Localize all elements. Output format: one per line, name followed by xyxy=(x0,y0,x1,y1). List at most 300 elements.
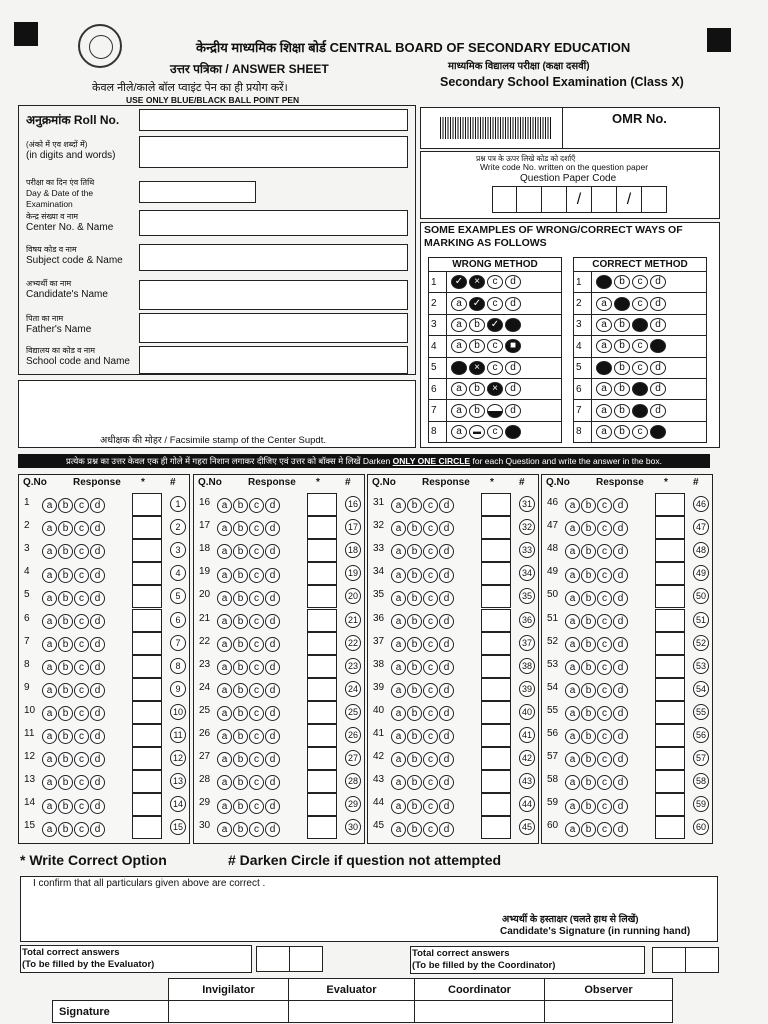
option-bubble-d[interactable]: d xyxy=(90,568,105,583)
option-bubble-a[interactable]: a xyxy=(217,822,232,837)
option-bubble-c[interactable]: c xyxy=(74,637,89,652)
option-bubble-c[interactable]: c xyxy=(423,498,438,513)
option-bubble-d[interactable]: d xyxy=(90,498,105,513)
option-bubble-a[interactable]: a xyxy=(391,498,406,513)
option-bubble-d[interactable]: d xyxy=(90,729,105,744)
write-answer-box[interactable] xyxy=(655,655,685,678)
not-attempted-circle[interactable]: 58 xyxy=(693,773,709,789)
option-bubble-c[interactable]: c xyxy=(74,521,89,536)
option-bubble-d[interactable]: d xyxy=(439,614,454,629)
option-bubble-c[interactable]: c xyxy=(249,799,264,814)
option-bubble-d[interactable]: d xyxy=(613,660,628,675)
option-bubble-d[interactable]: d xyxy=(90,799,105,814)
not-attempted-circle[interactable]: 13 xyxy=(170,773,186,789)
exam-date-field[interactable] xyxy=(139,181,256,203)
option-bubble-a[interactable]: a xyxy=(565,614,580,629)
option-bubble-c[interactable]: c xyxy=(74,683,89,698)
candidate-name-field[interactable] xyxy=(139,280,408,310)
not-attempted-circle[interactable]: 48 xyxy=(693,542,709,558)
not-attempted-circle[interactable]: 35 xyxy=(519,588,535,604)
option-bubble-a[interactable]: a xyxy=(391,637,406,652)
option-bubble-c[interactable]: c xyxy=(597,591,612,606)
option-bubble-b[interactable]: b xyxy=(581,591,596,606)
option-bubble-d[interactable]: d xyxy=(613,729,628,744)
option-bubble-b[interactable]: b xyxy=(58,706,73,721)
option-bubble-b[interactable]: b xyxy=(233,729,248,744)
option-bubble-c[interactable]: c xyxy=(74,822,89,837)
option-bubble-a[interactable]: a xyxy=(391,729,406,744)
option-bubble-c[interactable]: c xyxy=(249,568,264,583)
option-bubble-d[interactable]: d xyxy=(439,822,454,837)
code-cell[interactable] xyxy=(517,186,542,213)
write-answer-box[interactable] xyxy=(655,562,685,585)
not-attempted-circle[interactable]: 16 xyxy=(345,496,361,512)
option-bubble-c[interactable]: c xyxy=(597,544,612,559)
option-bubble-a[interactable]: a xyxy=(391,706,406,721)
option-bubble-d[interactable]: d xyxy=(439,544,454,559)
not-attempted-circle[interactable]: 10 xyxy=(170,704,186,720)
option-bubble-b[interactable]: b xyxy=(581,822,596,837)
write-answer-box[interactable] xyxy=(132,770,162,793)
option-bubble-a[interactable]: a xyxy=(217,752,232,767)
option-bubble-a[interactable]: a xyxy=(565,591,580,606)
not-attempted-circle[interactable]: 41 xyxy=(519,727,535,743)
not-attempted-circle[interactable]: 50 xyxy=(693,588,709,604)
not-attempted-circle[interactable]: 7 xyxy=(170,635,186,651)
option-bubble-c[interactable]: c xyxy=(249,614,264,629)
coordinator-total-cell[interactable] xyxy=(685,947,719,973)
option-bubble-a[interactable]: a xyxy=(391,822,406,837)
option-bubble-a[interactable]: a xyxy=(391,614,406,629)
write-answer-box[interactable] xyxy=(481,632,511,655)
write-answer-box[interactable] xyxy=(655,632,685,655)
not-attempted-circle[interactable]: 20 xyxy=(345,588,361,604)
option-bubble-a[interactable]: a xyxy=(391,591,406,606)
option-bubble-d[interactable]: d xyxy=(613,637,628,652)
option-bubble-b[interactable]: b xyxy=(233,822,248,837)
option-bubble-b[interactable]: b xyxy=(407,521,422,536)
option-bubble-d[interactable]: d xyxy=(613,775,628,790)
option-bubble-a[interactable]: a xyxy=(391,660,406,675)
code-cells[interactable] xyxy=(492,186,667,213)
write-answer-box[interactable] xyxy=(307,816,337,839)
not-attempted-circle[interactable]: 44 xyxy=(519,796,535,812)
option-bubble-c[interactable]: c xyxy=(74,799,89,814)
option-bubble-b[interactable]: b xyxy=(233,544,248,559)
write-answer-box[interactable] xyxy=(307,609,337,632)
not-attempted-circle[interactable]: 38 xyxy=(519,658,535,674)
option-bubble-c[interactable]: c xyxy=(74,498,89,513)
write-answer-box[interactable] xyxy=(655,493,685,516)
write-answer-box[interactable] xyxy=(481,724,511,747)
option-bubble-d[interactable]: d xyxy=(613,683,628,698)
school-field[interactable] xyxy=(139,346,408,374)
option-bubble-d[interactable]: d xyxy=(439,683,454,698)
option-bubble-b[interactable]: b xyxy=(581,799,596,814)
write-answer-box[interactable] xyxy=(481,562,511,585)
not-attempted-circle[interactable]: 3 xyxy=(170,542,186,558)
option-bubble-b[interactable]: b xyxy=(407,706,422,721)
option-bubble-d[interactable]: d xyxy=(439,498,454,513)
not-attempted-circle[interactable]: 57 xyxy=(693,750,709,766)
option-bubble-b[interactable]: b xyxy=(58,775,73,790)
write-answer-box[interactable] xyxy=(307,747,337,770)
option-bubble-a[interactable]: a xyxy=(42,614,57,629)
write-answer-box[interactable] xyxy=(481,655,511,678)
option-bubble-a[interactable]: a xyxy=(217,683,232,698)
option-bubble-a[interactable]: a xyxy=(42,799,57,814)
write-answer-box[interactable] xyxy=(132,516,162,539)
not-attempted-circle[interactable]: 19 xyxy=(345,565,361,581)
option-bubble-d[interactable]: d xyxy=(265,775,280,790)
option-bubble-d[interactable]: d xyxy=(265,591,280,606)
subject-field[interactable] xyxy=(139,244,408,271)
not-attempted-circle[interactable]: 47 xyxy=(693,519,709,535)
option-bubble-b[interactable]: b xyxy=(581,775,596,790)
option-bubble-d[interactable]: d xyxy=(90,660,105,675)
option-bubble-d[interactable]: d xyxy=(613,822,628,837)
option-bubble-d[interactable]: d xyxy=(90,521,105,536)
not-attempted-circle[interactable]: 22 xyxy=(345,635,361,651)
option-bubble-c[interactable]: c xyxy=(74,544,89,559)
option-bubble-a[interactable]: a xyxy=(42,660,57,675)
option-bubble-c[interactable]: c xyxy=(423,660,438,675)
write-answer-box[interactable] xyxy=(132,793,162,816)
option-bubble-d[interactable]: d xyxy=(90,544,105,559)
option-bubble-a[interactable]: a xyxy=(217,706,232,721)
option-bubble-d[interactable]: d xyxy=(90,614,105,629)
write-answer-box[interactable] xyxy=(655,770,685,793)
option-bubble-c[interactable]: c xyxy=(423,568,438,583)
option-bubble-c[interactable]: c xyxy=(597,614,612,629)
code-cell[interactable] xyxy=(642,186,667,213)
option-bubble-b[interactable]: b xyxy=(58,591,73,606)
option-bubble-d[interactable]: d xyxy=(613,706,628,721)
option-bubble-a[interactable]: a xyxy=(565,752,580,767)
option-bubble-d[interactable]: d xyxy=(90,683,105,698)
not-attempted-circle[interactable]: 14 xyxy=(170,796,186,812)
father-name-field[interactable] xyxy=(139,313,408,343)
option-bubble-b[interactable]: b xyxy=(581,752,596,767)
option-bubble-a[interactable]: a xyxy=(565,568,580,583)
not-attempted-circle[interactable]: 8 xyxy=(170,658,186,674)
write-answer-box[interactable] xyxy=(655,724,685,747)
write-answer-box[interactable] xyxy=(307,516,337,539)
option-bubble-b[interactable]: b xyxy=(58,568,73,583)
write-answer-box[interactable] xyxy=(655,678,685,701)
observer-signature-cell[interactable] xyxy=(545,1001,673,1023)
option-bubble-b[interactable]: b xyxy=(58,752,73,767)
option-bubble-a[interactable]: a xyxy=(42,822,57,837)
write-answer-box[interactable] xyxy=(481,539,511,562)
option-bubble-c[interactable]: c xyxy=(597,706,612,721)
option-bubble-d[interactable]: d xyxy=(265,822,280,837)
option-bubble-b[interactable]: b xyxy=(407,775,422,790)
option-bubble-b[interactable]: b xyxy=(581,683,596,698)
option-bubble-d[interactable]: d xyxy=(613,544,628,559)
write-answer-box[interactable] xyxy=(481,516,511,539)
option-bubble-d[interactable]: d xyxy=(613,521,628,536)
not-attempted-circle[interactable]: 31 xyxy=(519,496,535,512)
write-answer-box[interactable] xyxy=(481,793,511,816)
option-bubble-a[interactable]: a xyxy=(565,799,580,814)
option-bubble-b[interactable]: b xyxy=(407,660,422,675)
evaluator-total-cell[interactable] xyxy=(256,946,290,972)
option-bubble-c[interactable]: c xyxy=(597,799,612,814)
write-answer-box[interactable] xyxy=(307,585,337,608)
option-bubble-b[interactable]: b xyxy=(581,614,596,629)
option-bubble-c[interactable]: c xyxy=(423,614,438,629)
option-bubble-a[interactable]: a xyxy=(42,706,57,721)
not-attempted-circle[interactable]: 4 xyxy=(170,565,186,581)
option-bubble-c[interactable]: c xyxy=(597,568,612,583)
option-bubble-a[interactable]: a xyxy=(565,706,580,721)
not-attempted-circle[interactable]: 23 xyxy=(345,658,361,674)
option-bubble-d[interactable]: d xyxy=(439,799,454,814)
option-bubble-d[interactable]: d xyxy=(439,706,454,721)
write-answer-box[interactable] xyxy=(481,701,511,724)
option-bubble-a[interactable]: a xyxy=(217,498,232,513)
option-bubble-b[interactable]: b xyxy=(58,498,73,513)
option-bubble-d[interactable]: d xyxy=(439,637,454,652)
invigilator-signature-cell[interactable] xyxy=(169,1001,289,1023)
option-bubble-c[interactable]: c xyxy=(249,660,264,675)
option-bubble-c[interactable]: c xyxy=(249,822,264,837)
option-bubble-c[interactable]: c xyxy=(597,683,612,698)
option-bubble-c[interactable]: c xyxy=(423,544,438,559)
option-bubble-b[interactable]: b xyxy=(233,706,248,721)
not-attempted-circle[interactable]: 46 xyxy=(693,496,709,512)
option-bubble-b[interactable]: b xyxy=(233,752,248,767)
option-bubble-a[interactable]: a xyxy=(217,544,232,559)
option-bubble-c[interactable]: c xyxy=(423,706,438,721)
not-attempted-circle[interactable]: 51 xyxy=(693,612,709,628)
option-bubble-d[interactable]: d xyxy=(439,729,454,744)
option-bubble-b[interactable]: b xyxy=(58,521,73,536)
option-bubble-b[interactable]: b xyxy=(233,614,248,629)
coordinator-signature-cell[interactable] xyxy=(415,1001,545,1023)
option-bubble-d[interactable]: d xyxy=(90,637,105,652)
write-answer-box[interactable] xyxy=(481,609,511,632)
option-bubble-b[interactable]: b xyxy=(233,799,248,814)
write-answer-box[interactable] xyxy=(132,562,162,585)
option-bubble-a[interactable]: a xyxy=(217,568,232,583)
not-attempted-circle[interactable]: 26 xyxy=(345,727,361,743)
not-attempted-circle[interactable]: 30 xyxy=(345,819,361,835)
write-answer-box[interactable] xyxy=(481,816,511,839)
option-bubble-a[interactable]: a xyxy=(565,498,580,513)
option-bubble-a[interactable]: a xyxy=(391,752,406,767)
option-bubble-a[interactable]: a xyxy=(391,775,406,790)
not-attempted-circle[interactable]: 21 xyxy=(345,612,361,628)
option-bubble-b[interactable]: b xyxy=(58,660,73,675)
option-bubble-c[interactable]: c xyxy=(74,729,89,744)
write-answer-box[interactable] xyxy=(132,678,162,701)
write-answer-box[interactable] xyxy=(481,747,511,770)
option-bubble-a[interactable]: a xyxy=(565,822,580,837)
write-answer-box[interactable] xyxy=(132,539,162,562)
option-bubble-b[interactable]: b xyxy=(233,568,248,583)
not-attempted-circle[interactable]: 42 xyxy=(519,750,535,766)
write-answer-box[interactable] xyxy=(481,770,511,793)
option-bubble-d[interactable]: d xyxy=(439,660,454,675)
option-bubble-b[interactable]: b xyxy=(407,568,422,583)
option-bubble-b[interactable]: b xyxy=(58,544,73,559)
option-bubble-b[interactable]: b xyxy=(407,591,422,606)
option-bubble-b[interactable]: b xyxy=(58,822,73,837)
option-bubble-a[interactable]: a xyxy=(565,775,580,790)
option-bubble-c[interactable]: c xyxy=(249,706,264,721)
option-bubble-c[interactable]: c xyxy=(249,521,264,536)
coordinator-total-cell[interactable] xyxy=(652,947,686,973)
option-bubble-d[interactable]: d xyxy=(265,706,280,721)
write-answer-box[interactable] xyxy=(481,678,511,701)
option-bubble-a[interactable]: a xyxy=(217,660,232,675)
option-bubble-d[interactable]: d xyxy=(613,752,628,767)
not-attempted-circle[interactable]: 55 xyxy=(693,704,709,720)
option-bubble-c[interactable]: c xyxy=(249,591,264,606)
not-attempted-circle[interactable]: 54 xyxy=(693,681,709,697)
not-attempted-circle[interactable]: 56 xyxy=(693,727,709,743)
not-attempted-circle[interactable]: 5 xyxy=(170,588,186,604)
write-answer-box[interactable] xyxy=(307,793,337,816)
option-bubble-a[interactable]: a xyxy=(217,637,232,652)
option-bubble-c[interactable]: c xyxy=(597,729,612,744)
not-attempted-circle[interactable]: 27 xyxy=(345,750,361,766)
option-bubble-d[interactable]: d xyxy=(265,752,280,767)
write-answer-box[interactable] xyxy=(132,493,162,516)
option-bubble-d[interactable]: d xyxy=(439,521,454,536)
option-bubble-a[interactable]: a xyxy=(565,521,580,536)
option-bubble-c[interactable]: c xyxy=(249,683,264,698)
not-attempted-circle[interactable]: 45 xyxy=(519,819,535,835)
not-attempted-circle[interactable]: 52 xyxy=(693,635,709,651)
option-bubble-b[interactable]: b xyxy=(407,729,422,744)
write-answer-box[interactable] xyxy=(655,516,685,539)
not-attempted-circle[interactable]: 6 xyxy=(170,612,186,628)
not-attempted-circle[interactable]: 1 xyxy=(170,496,186,512)
option-bubble-c[interactable]: c xyxy=(74,660,89,675)
evaluator-signature-cell[interactable] xyxy=(289,1001,415,1023)
not-attempted-circle[interactable]: 33 xyxy=(519,542,535,558)
option-bubble-b[interactable]: b xyxy=(407,683,422,698)
option-bubble-d[interactable]: d xyxy=(613,614,628,629)
write-answer-box[interactable] xyxy=(307,562,337,585)
option-bubble-d[interactable]: d xyxy=(439,775,454,790)
write-answer-box[interactable] xyxy=(132,585,162,608)
option-bubble-d[interactable]: d xyxy=(265,683,280,698)
option-bubble-c[interactable]: c xyxy=(597,775,612,790)
roll-no-field[interactable] xyxy=(139,109,408,131)
option-bubble-c[interactable]: c xyxy=(423,683,438,698)
option-bubble-b[interactable]: b xyxy=(581,637,596,652)
option-bubble-a[interactable]: a xyxy=(565,660,580,675)
option-bubble-b[interactable]: b xyxy=(407,799,422,814)
option-bubble-b[interactable]: b xyxy=(58,729,73,744)
not-attempted-circle[interactable]: 29 xyxy=(345,796,361,812)
option-bubble-d[interactable]: d xyxy=(265,660,280,675)
option-bubble-d[interactable]: d xyxy=(265,544,280,559)
write-answer-box[interactable] xyxy=(481,493,511,516)
option-bubble-d[interactable]: d xyxy=(90,752,105,767)
write-answer-box[interactable] xyxy=(307,493,337,516)
option-bubble-a[interactable]: a xyxy=(391,683,406,698)
option-bubble-d[interactable]: d xyxy=(265,568,280,583)
write-answer-box[interactable] xyxy=(655,816,685,839)
write-answer-box[interactable] xyxy=(307,632,337,655)
not-attempted-circle[interactable]: 60 xyxy=(693,819,709,835)
option-bubble-b[interactable]: b xyxy=(581,568,596,583)
evaluator-total-cell[interactable] xyxy=(289,946,323,972)
option-bubble-b[interactable]: b xyxy=(407,637,422,652)
option-bubble-b[interactable]: b xyxy=(581,498,596,513)
not-attempted-circle[interactable]: 36 xyxy=(519,612,535,628)
option-bubble-b[interactable]: b xyxy=(233,775,248,790)
not-attempted-circle[interactable]: 24 xyxy=(345,681,361,697)
option-bubble-d[interactable]: d xyxy=(265,614,280,629)
option-bubble-c[interactable]: c xyxy=(249,637,264,652)
option-bubble-b[interactable]: b xyxy=(407,498,422,513)
option-bubble-b[interactable]: b xyxy=(407,752,422,767)
option-bubble-c[interactable]: c xyxy=(423,521,438,536)
option-bubble-a[interactable]: a xyxy=(42,521,57,536)
not-attempted-circle[interactable]: 49 xyxy=(693,565,709,581)
option-bubble-c[interactable]: c xyxy=(597,498,612,513)
option-bubble-b[interactable]: b xyxy=(581,544,596,559)
option-bubble-d[interactable]: d xyxy=(90,775,105,790)
write-answer-box[interactable] xyxy=(132,632,162,655)
write-answer-box[interactable] xyxy=(132,724,162,747)
option-bubble-d[interactable]: d xyxy=(613,799,628,814)
not-attempted-circle[interactable]: 39 xyxy=(519,681,535,697)
option-bubble-d[interactable]: d xyxy=(90,706,105,721)
option-bubble-b[interactable]: b xyxy=(58,799,73,814)
option-bubble-a[interactable]: a xyxy=(565,544,580,559)
code-cell[interactable] xyxy=(492,186,517,213)
option-bubble-a[interactable]: a xyxy=(565,683,580,698)
write-answer-box[interactable] xyxy=(655,793,685,816)
option-bubble-a[interactable]: a xyxy=(217,521,232,536)
option-bubble-d[interactable]: d xyxy=(265,637,280,652)
not-attempted-circle[interactable]: 43 xyxy=(519,773,535,789)
write-answer-box[interactable] xyxy=(132,655,162,678)
center-field[interactable] xyxy=(139,210,408,236)
not-attempted-circle[interactable]: 32 xyxy=(519,519,535,535)
option-bubble-a[interactable]: a xyxy=(217,729,232,744)
option-bubble-d[interactable]: d xyxy=(265,498,280,513)
option-bubble-c[interactable]: c xyxy=(74,775,89,790)
option-bubble-a[interactable]: a xyxy=(391,568,406,583)
option-bubble-b[interactable]: b xyxy=(581,660,596,675)
option-bubble-a[interactable]: a xyxy=(391,799,406,814)
not-attempted-circle[interactable]: 59 xyxy=(693,796,709,812)
option-bubble-a[interactable]: a xyxy=(217,799,232,814)
option-bubble-b[interactable]: b xyxy=(233,591,248,606)
option-bubble-b[interactable]: b xyxy=(58,614,73,629)
option-bubble-c[interactable]: c xyxy=(423,775,438,790)
option-bubble-d[interactable]: d xyxy=(265,729,280,744)
code-cell[interactable] xyxy=(592,186,617,213)
not-attempted-circle[interactable]: 9 xyxy=(170,681,186,697)
option-bubble-c[interactable]: c xyxy=(423,729,438,744)
not-attempted-circle[interactable]: 28 xyxy=(345,773,361,789)
option-bubble-d[interactable]: d xyxy=(613,568,628,583)
option-bubble-d[interactable]: d xyxy=(90,822,105,837)
option-bubble-d[interactable]: d xyxy=(265,521,280,536)
write-answer-box[interactable] xyxy=(307,678,337,701)
write-answer-box[interactable] xyxy=(307,539,337,562)
not-attempted-circle[interactable]: 34 xyxy=(519,565,535,581)
